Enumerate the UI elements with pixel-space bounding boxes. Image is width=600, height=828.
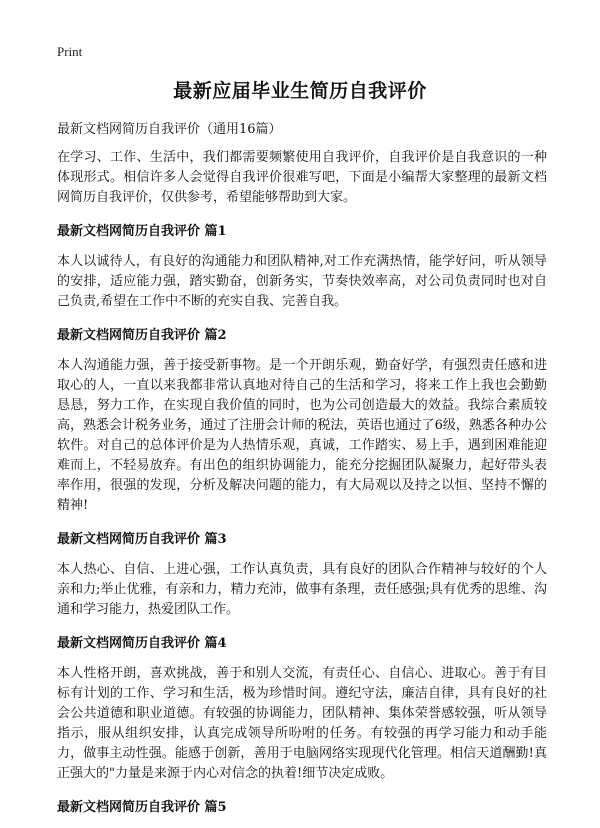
section-1 xyxy=(57,222,547,312)
print-link[interactable]: Print xyxy=(57,44,83,59)
section-heading: 最新文档网简历自我评价 篇1 xyxy=(57,224,227,239)
document-body xyxy=(57,120,547,828)
section-paragraph: 本人沟通能力强，善于接受新事物。是一个开朗乐观，勤奋好学，有强烈责任感和进取心的人，一直以来我都非常认真地对待自己的生活和学习，将来工作上我也会勤勤恳恳，努力工作，在实现自我价值的同时，也为公司创造最大的效益。我综合素质较高，熟悉会计税务业务，通过了注册会计师的税法，英语也通过了6级，熟悉各种办公软件。对自己的总体评价是为人热情乐观，真诚，工作踏实、易上手，遇到困难能迎难而上，不轻易放弃。有出色的组织协调能力，能充分挖掘团队凝聚力，起好带头表率作用，很强的发现，分析及解决问题的能力，有大局观以及持之以恒、坚持不懈的精神! xyxy=(57,358,547,513)
section-4 xyxy=(57,634,547,784)
section-heading: 最新文档网简历自我评价 篇2 xyxy=(57,328,227,343)
section-2 xyxy=(57,326,547,516)
section-heading: 最新文档网简历自我评价 篇5 xyxy=(57,800,227,815)
section-paragraph: 本人以诚待人，有良好的沟通能力和团队精神,对工作充满热情，能学好问，听从领导的安排，适应能力强，踏实勤奋，创新务实，节奏快效率高，对公司负责同时也对自己负责,希望在工作中不断的充实自我、完善自我。 xyxy=(57,254,547,309)
section-paragraph: 本人热心、自信、上进心强，工作认真负责，具有良好的团队合作精神与较好的个人亲和力;举止优雅，有亲和力，精力充沛，做事有条理，责任感强;具有优秀的思维、沟通和学习能力，热爱团队工作。 xyxy=(57,562,547,617)
intro-paragraph: 在学习、工作、生活中，我们都需要频繁使用自我评价，自我评价是自我意识的一种体现形式。相信许多人会觉得自我评价很难写吧，下面是小编帮大家整理的最新文档网简历自我评价，仅供参考，希望能够帮助到大家。 xyxy=(57,150,547,205)
section-heading: 最新文档网简历自我评价 篇4 xyxy=(57,636,227,651)
section-5 xyxy=(57,798,547,818)
section-heading: 最新文档网简历自我评价 篇3 xyxy=(57,532,227,547)
section-paragraph: 本人性格开朗，喜欢挑战，善于和别人交流，有责任心、自信心、进取心。善于有目标有计划的工作、学习和生活，极为珍惜时间。遵纪守法，廉洁自律，具有良好的社会公共道德和职业道德。有较强的协调能力，团队精神、集体荣誉感较强，听从领导指示，服从组织安排，认真完成领导所吩咐的任务。有较强的再学习能力和动手能力，做事主动性强。能感于创新，善用于电脑网络实现现代化管理。相信天道酬勤!真正强大的"力量是来源于内心对信念的执着!细节决定成败。 xyxy=(57,666,547,781)
document-title: 最新应届毕业生简历自我评价 xyxy=(173,80,427,102)
document-subtitle: 最新文档网简历自我评价（通用16篇） xyxy=(57,122,282,137)
section-3 xyxy=(57,530,547,620)
